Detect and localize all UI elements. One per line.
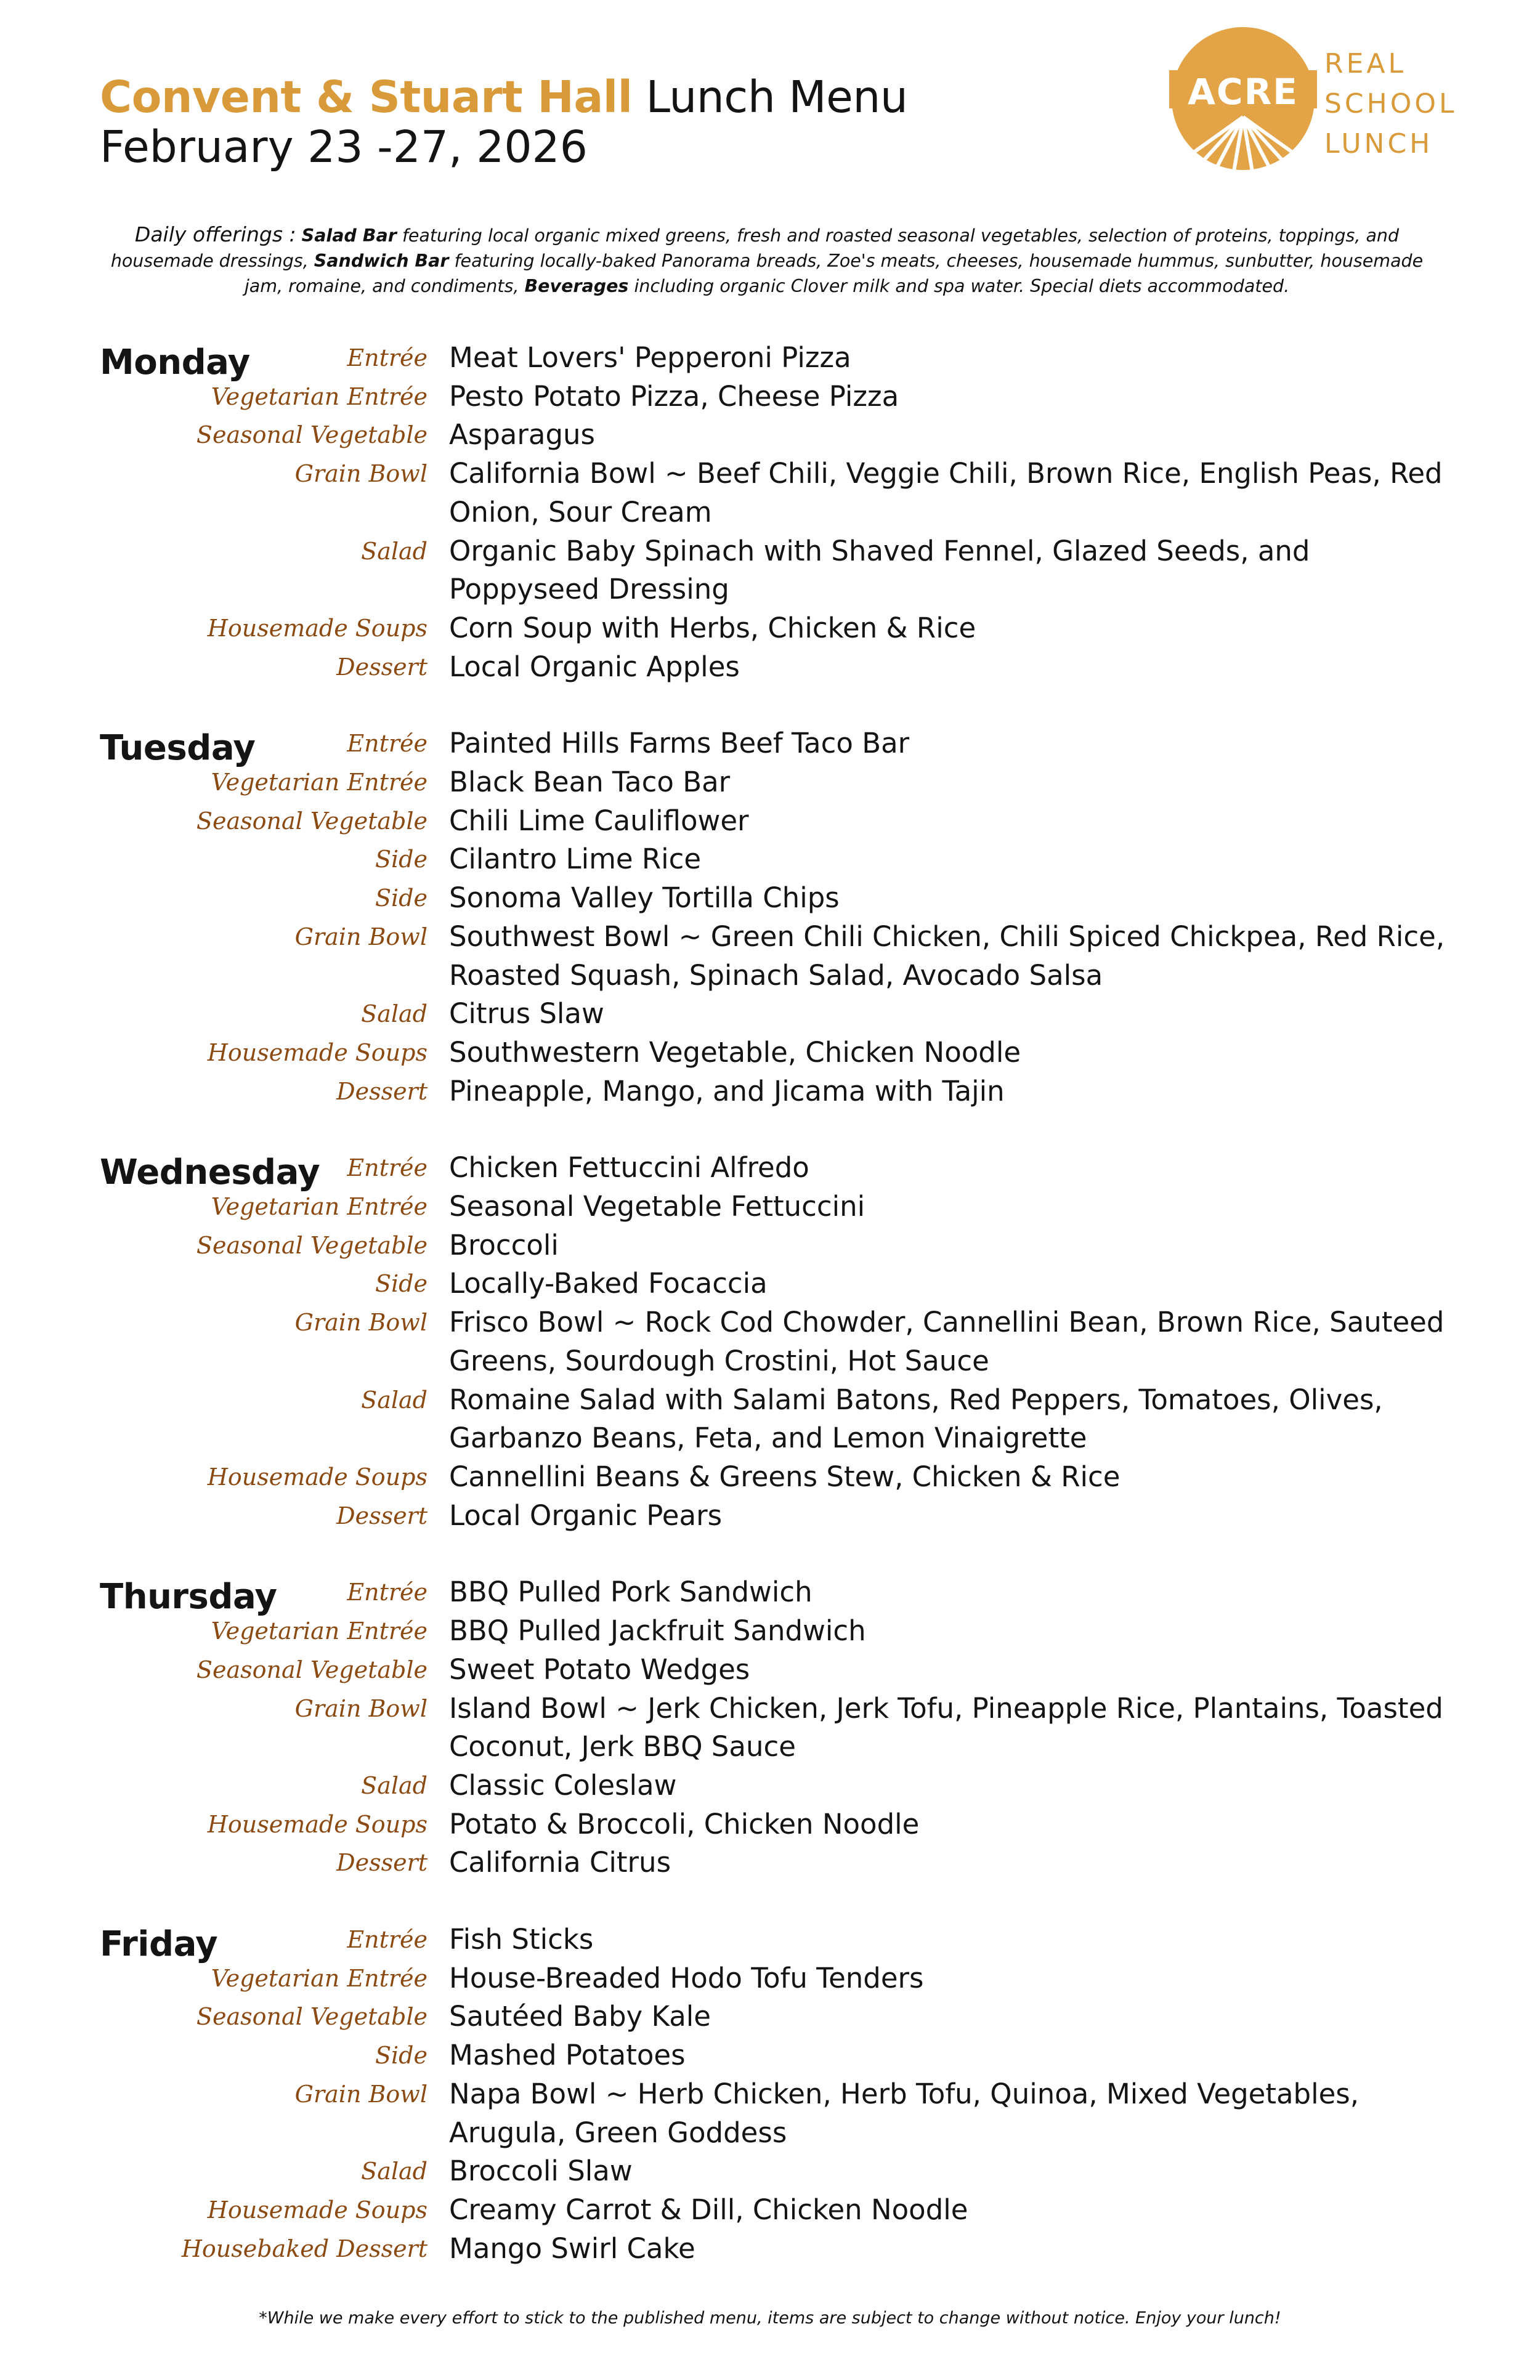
course-label: Grain Bowl [294,460,428,488]
daily-offerings [105,222,1429,299]
menu-row [0,918,1540,995]
course-label: Dessert [336,653,428,681]
menu-row [0,2230,1540,2269]
menu-item: Locally-Baked Focaccia [449,1267,768,1300]
menu-item: Citrus Slaw [449,997,604,1030]
menu-row [0,879,1540,918]
menu-row [0,378,1540,416]
course-label: Vegetarian Entrée [211,1964,428,1992]
menu-row [0,1381,1540,1458]
menu-item: Broccoli [449,1228,559,1261]
menu-row [0,1651,1540,1690]
menu-item: Creamy Carrot & Dill, Chicken Noodle [449,2193,968,2226]
menu-item: Seasonal Vegetable Fettuccini [449,1190,865,1223]
menu-row [0,532,1540,609]
course-label: Salad [361,1771,428,1799]
acre-sun-icon [1169,25,1317,172]
course-label: Vegetarian Entrée [211,382,428,410]
course-label: Seasonal Vegetable [196,1656,428,1683]
menu-item: Cilantro Lime Rice [449,843,702,876]
menu-row [0,2075,1540,2152]
menu-item: Frisco Bowl ~ Rock Cod Chowder, Cannellini Bean, Brown Rice, Sauteed Greens, Sourdough Crostini, Hot Sauce [449,1306,1445,1377]
sandwich-bar-label: Sandwich Bar [314,251,449,271]
course-label: Side [375,846,428,873]
course-label: Salad [361,2158,428,2185]
menu-item: Local Organic Pears [449,1499,723,1532]
course-label: Salad [361,1386,428,1414]
school-name: Convent & Stuart Hall [100,71,633,123]
menu-item: Sonoma Valley Tortilla Chips [449,881,840,915]
course-label: Seasonal Vegetable [196,421,428,449]
menu-title: Lunch Menu [646,71,908,123]
menu-item: Pineapple, Mango, and Jicama with Tajin [449,1074,1005,1107]
menu-item: BBQ Pulled Jackfruit Sandwich [449,1614,866,1648]
day-section-tuesday [0,724,1540,1111]
menu-item: Napa Bowl ~ Herb Chicken, Herb Tofu, Quinoa, Mixed Vegetables, Arugula, Green Goddess [449,2077,1360,2149]
salad-bar-text: featuring local organic mixed greens, fresh and roasted seasonal vegetables, selection of proteins, toppings, and housemade dressings, [110,225,1400,271]
menu-item: Chicken Fettuccini Alfredo [449,1151,809,1184]
menu-item: House-Breaded Hodo Tofu Tenders [449,1961,924,1994]
menu-item: BBQ Pulled Pork Sandwich [449,1576,813,1609]
course-label: Seasonal Vegetable [196,1231,428,1259]
course-label: Salad [361,1000,428,1028]
day-section-friday [0,1921,1540,2268]
menu-item: Organic Baby Spinach with Shaved Fennel, Glazed Seeds, and Poppyseed Dressing [449,534,1310,606]
day-section-wednesday [0,1149,1540,1535]
course-label: Side [375,884,428,912]
menu-item: Chili Lime Cauliflower [449,804,749,837]
menu-item: Meat Lovers' Pepperoni Pizza [449,341,851,374]
course-label: Dessert [336,1077,428,1105]
menu-item: Black Bean Taco Bar [449,766,731,799]
menu-row [0,1034,1540,1072]
menu-row [0,840,1540,879]
menu-item: Classic Coleslaw [449,1768,677,1802]
course-label: Side [375,1270,428,1298]
course-label: Housebaked Dessert [181,2235,428,2262]
menu-row [0,802,1540,841]
menu-row [0,1265,1540,1303]
menu-item: Pesto Potato Pizza, Cheese Pizza [449,379,899,413]
menu-item: California Citrus [449,1846,671,1879]
menu-row [0,1921,1540,1959]
menu-row [0,1767,1540,1805]
course-label: Entrée [347,1154,428,1182]
menu-item: California Bowl ~ Beef Chili, Veggie Chili, Brown Rice, English Peas, Red Onion, Sour Cream [449,457,1443,528]
course-label: Vegetarian Entrée [211,1193,428,1221]
acre-logo [1169,25,1514,179]
day-name: Tuesday [100,728,256,769]
menu-row [0,609,1540,648]
menu-item: Asparagus [449,418,595,451]
course-label: Housemade Soups [207,2196,428,2224]
menu-item: Local Organic Apples [449,650,740,683]
beverages-label: Beverages [524,276,629,296]
logo-word-lunch: LUNCH [1324,128,1433,160]
day-name: Wednesday [100,1152,320,1193]
menu-item: Mashed Potatoes [449,2039,686,2072]
course-label: Housemade Soups [207,1038,428,1066]
course-label: Dessert [336,1849,428,1877]
day-section-monday [0,339,1540,686]
logo-mark-text: ACRE [1188,71,1299,113]
menu-item: Island Bowl ~ Jerk Chicken, Jerk Tofu, Pineapple Rice, Plantains, Toasted Coconut, Jerk BBQ Sauce [449,1691,1443,1763]
menu-row [0,2036,1540,2075]
course-label: Vegetarian Entrée [211,769,428,796]
course-label: Salad [361,537,428,565]
course-label: Grain Bowl [294,923,428,950]
day-name: Monday [100,342,250,382]
beverages-text: including organic Clover milk and spa water. Special diets accommodated. [634,276,1290,296]
menu-row [0,2152,1540,2191]
logo-word-real: REAL [1324,48,1406,79]
course-label: Housemade Soups [207,614,428,642]
course-label: Seasonal Vegetable [196,807,428,835]
course-label: Housemade Soups [207,1810,428,1838]
menu-row [0,995,1540,1034]
menu-row [0,648,1540,687]
menu-row [0,763,1540,802]
menu-row [0,1690,1540,1767]
menu-item: Sweet Potato Wedges [449,1653,750,1686]
menu-row [0,1844,1540,1882]
menu-item: Corn Soup with Herbs, Chicken & Rice [449,611,976,644]
disclaimer-footer: *While we make every effort to stick to the published menu, items are subject to change without notice. Enjoy your lunch! [259,2309,1281,2328]
weekly-menu [0,339,1540,2306]
menu-item: Potato & Broccoli, Chicken Noodle [449,1807,920,1840]
menu-row [0,1805,1540,1844]
salad-bar-label: Salad Bar [301,225,397,246]
menu-row [0,416,1540,455]
course-label: Entrée [347,1926,428,1954]
menu-row [0,2191,1540,2230]
menu-row [0,1226,1540,1265]
course-label: Entrée [347,1579,428,1606]
course-label: Grain Bowl [294,1309,428,1337]
menu-row [0,1072,1540,1111]
logo-word-school: SCHOOL [1324,88,1457,119]
course-label: Housemade Soups [207,1463,428,1491]
menu-item: Sautéed Baby Kale [449,2000,711,2033]
menu-item: Romaine Salad with Salami Batons, Red Peppers, Tomatoes, Olives, Garbanzo Beans, Feta, and Lemon Vinaigrette [449,1383,1383,1455]
course-label: Vegetarian Entrée [211,1617,428,1645]
menu-row [0,1458,1540,1497]
menu-item: Broccoli Slaw [449,2155,633,2188]
day-name: Friday [100,1924,218,1965]
course-label: Side [375,2042,428,2070]
sandwich-bar-text: featuring locally-baked Panorama breads, Zoe's meats, cheeses, housemade hummus, sunbutter, housemade jam, romaine, and condiments, [244,251,1424,296]
title-line [100,71,908,123]
menu-row [0,1612,1540,1651]
course-label: Dessert [336,1502,428,1529]
menu-item: Southwestern Vegetable, Chicken Noodle [449,1035,1021,1069]
menu-row [0,1188,1540,1226]
menu-dates: February 23 -27, 2026 [100,121,588,172]
menu-item: Painted Hills Farms Beef Taco Bar [449,727,910,760]
menu-row [0,1997,1540,2036]
page-title [100,71,908,172]
day-name: Thursday [100,1577,277,1617]
menu-row [0,455,1540,532]
menu-row [0,1497,1540,1536]
menu-row [0,1303,1540,1380]
menu-item: Mango Swirl Cake [449,2232,695,2265]
daily-offerings-lead: Daily offerings : [134,222,296,246]
course-label: Entrée [347,344,428,371]
menu-item: Southwest Bowl ~ Green Chili Chicken, Chili Spiced Chickpea, Red Rice, Roasted Squash, Spinach Salad, Avocado Salsa [449,920,1445,992]
course-label: Entrée [347,730,428,758]
day-section-thursday [0,1573,1540,1882]
menu-item: Cannellini Beans & Greens Stew, Chicken & Rice [449,1460,1121,1493]
menu-row [0,1959,1540,1998]
course-label: Seasonal Vegetable [196,2003,428,2031]
menu-item: Fish Sticks [449,1923,594,1956]
course-label: Grain Bowl [294,1694,428,1722]
course-label: Grain Bowl [294,2080,428,2108]
